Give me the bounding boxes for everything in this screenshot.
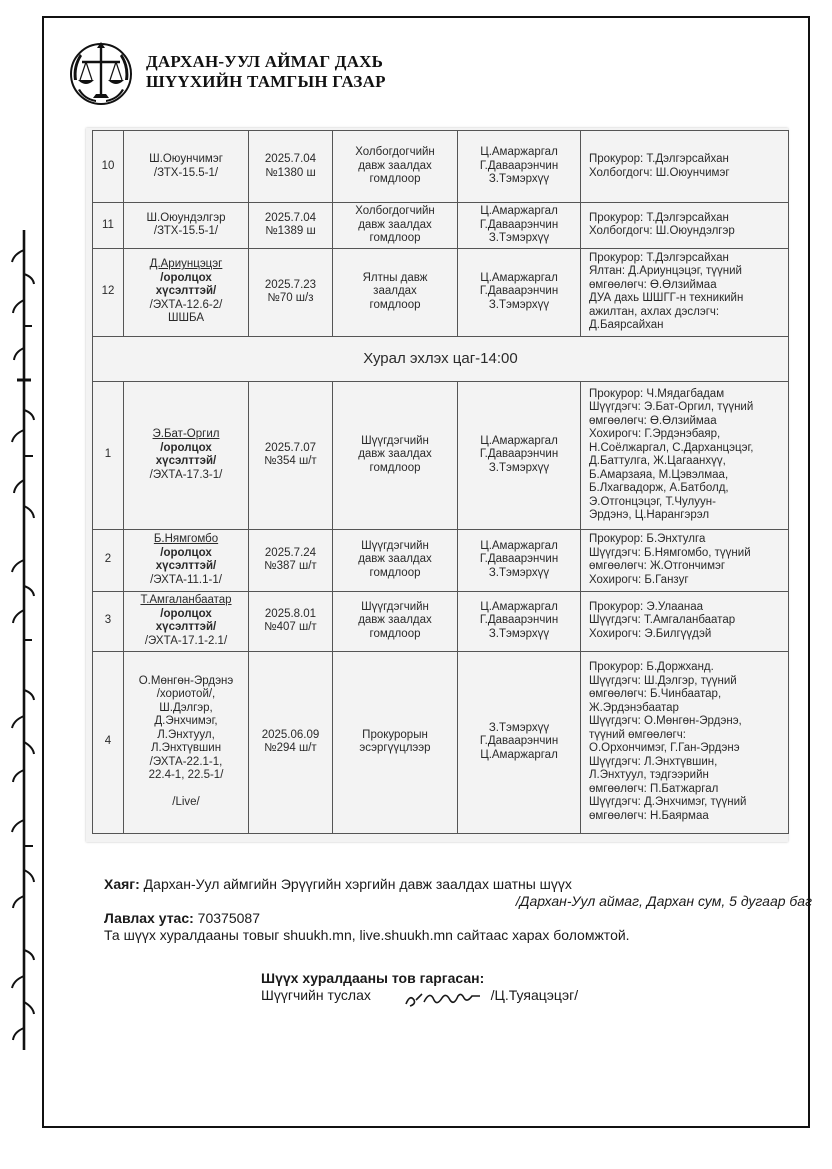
appeal-type-cell-line: Шүүгдэгчийн: [361, 600, 429, 613]
footer: [104, 876, 812, 944]
participants-cell-line: Ялтан: Д.Ариунцэцэг, түүний: [589, 265, 742, 277]
judges-cell-line: Ц.Амаржаргал: [480, 539, 558, 552]
party-cell: [124, 591, 249, 651]
party-cell-line: /хориотой/,: [156, 688, 216, 701]
appeal-type-cell-line: Шүүгдэгчийн: [361, 539, 429, 552]
appeal-type-cell-line: эсэргүүцлээр: [359, 742, 431, 754]
judges-cell-line: Ц.Амаржаргал: [480, 748, 558, 761]
judges-cell-line: З.Тэмэрхүү: [488, 566, 550, 579]
phone-label: Лавлах утас:: [104, 910, 194, 926]
judges-cell-line: Ц.Амаржаргал: [480, 271, 558, 284]
row-number: 1: [93, 381, 124, 529]
appeal-type-cell: [333, 203, 458, 249]
decision-date-cell: [249, 529, 333, 591]
party-cell-line: хүсэлттэй/: [155, 285, 217, 298]
signature-heading: Шүүх хуралдааны тов гаргасан:: [261, 970, 485, 986]
decision-date-cell-line: 2025.7.23: [264, 278, 317, 291]
participants-cell-line: Н.Соёлжаргал, С.Дарханцэцэг,: [589, 441, 754, 454]
row-number: 2: [93, 529, 124, 591]
decision-date-cell-line: 2025.7.04: [264, 153, 317, 165]
address-line: [104, 876, 808, 893]
table-row: [93, 381, 789, 529]
row-number: 3: [93, 591, 124, 651]
appeal-type-cell-line: давж заалдах: [358, 159, 432, 172]
appeal-type-cell-line: гомдлоор: [369, 298, 421, 311]
party-cell-line: Э.Бат-Оргил: [152, 428, 220, 440]
header-title: [146, 52, 386, 92]
participants-cell-line: Прокурор: Б.Доржханд.: [589, 661, 714, 673]
appeal-type-cell-line: давж заалдах: [358, 614, 432, 627]
decision-date-cell-line: №1389 ш: [265, 225, 316, 238]
participants-cell: [581, 203, 789, 249]
decision-date-cell: [249, 381, 333, 529]
appeal-type-cell-line: Шүүгдэгчийн: [361, 434, 429, 447]
party-cell-line: Л.Энхтуул,: [157, 728, 215, 741]
party-cell-line: /оролцох: [160, 546, 212, 559]
appeal-type-cell: [333, 381, 458, 529]
decision-date-cell: [249, 651, 333, 833]
judges-cell: [458, 381, 581, 529]
address-value: Дархан-Уул аймгийн Эрүүгийн хэргийн давж заалдах шатны шүүх: [139, 876, 572, 892]
handwritten-signature: [402, 986, 486, 1010]
participants-cell-line: Хохирогч: Э.Билгүүдэй: [589, 627, 712, 640]
judges-cell-line: З.Тэмэрхүү: [488, 461, 550, 474]
judges-cell-line: Г.Даваарэнчин: [479, 735, 559, 748]
appeal-type-cell: [333, 529, 458, 591]
judges-cell-line: Г.Даваарэнчин: [479, 553, 559, 566]
decision-date-cell-line: 2025.06.09: [261, 728, 320, 741]
table-row: [93, 591, 789, 651]
decision-date-cell-line: №387 ш/т: [264, 560, 317, 572]
participants-cell-line: Шүүгдэгч: Б.Нямгомбо, түүний: [589, 546, 751, 559]
judges-cell: [458, 203, 581, 249]
judges-cell-line: З.Тэмэрхүү: [488, 298, 550, 311]
participants-cell-line: өмгөөлөгч: Ж.Отгончимэг: [589, 560, 726, 572]
decision-date-cell: [249, 591, 333, 651]
participants-cell-line: ДУА дахь ШШГГ-н техникийн: [589, 292, 744, 304]
judges-cell-line: З.Тэмэрхүү: [488, 232, 550, 244]
participants-cell-line: өмгөөлөгч: Н.Баярмаа: [589, 809, 709, 822]
appeal-type-cell-line: Прокурорын: [362, 728, 428, 741]
appeal-type-cell-line: Холбогдогчийн: [355, 205, 435, 217]
appeal-type-cell-line: давж заалдах: [358, 448, 432, 461]
table-row: [93, 529, 789, 591]
appeal-type-cell-line: гомдлоор: [369, 627, 421, 640]
participants-cell-line: Прокурор: Б.Энхтулга: [589, 533, 706, 545]
court-emblem-icon: [66, 36, 136, 110]
judges-cell-line: Ц.Амаржаргал: [480, 205, 558, 217]
participants-cell-line: Шүүгдэгч: Л.Энхтүвшин,: [589, 755, 718, 768]
judges-cell: [458, 248, 581, 336]
session-start-row: [93, 336, 789, 381]
judges-cell: [458, 651, 581, 833]
phone-line: [104, 910, 808, 927]
judges-cell-line: З.Тэмэрхүү: [488, 173, 550, 186]
decision-date-cell: [249, 131, 333, 203]
participants-cell-line: Ж.Эрдэнэбаатар: [589, 701, 679, 714]
row-number: 10: [93, 131, 124, 203]
party-cell-line: Ш.Оюунчимэг: [149, 153, 223, 165]
judges-cell-line: Ц.Амаржаргал: [480, 600, 558, 613]
participants-cell-line: өмгөөлөгч: Б.Чинбаатар,: [589, 688, 722, 700]
session-start-label: Хурал эхлэх цаг-14:00: [93, 336, 789, 381]
party-cell-line: /ЗТХ-15.5-1/: [153, 225, 219, 238]
party-cell-line: /оролцох: [160, 441, 212, 454]
judges-cell: [458, 131, 581, 203]
mongolian-script-side-text: [8, 230, 38, 1050]
party-cell-line: /ЭХТА-22.1-1,: [149, 755, 223, 768]
party-cell-line: хүсэлттэй/: [155, 621, 217, 633]
participants-cell-line: Хохирогч: Г.Эрдэнэбаяр,: [589, 428, 721, 440]
appeal-type-cell-line: давж заалдах: [358, 218, 432, 231]
participants-cell: [581, 131, 789, 203]
table-row: [93, 651, 789, 833]
party-cell-line: Т.Амгаланбаатар: [140, 594, 232, 606]
table-row: [93, 248, 789, 336]
party-cell-line: Ш.Дэлгэр,: [159, 701, 213, 714]
participants-cell-line: Прокурор: Т.Дэлгэрсайхан: [589, 153, 729, 165]
participants-cell: [581, 248, 789, 336]
appeal-type-cell-line: Ялтны давж: [362, 271, 428, 284]
participants-cell: [581, 651, 789, 833]
participants-cell-line: Холбогдогч: Ш.Оюундэлгэр: [589, 225, 735, 238]
party-cell: [124, 131, 249, 203]
party-cell: [124, 203, 249, 249]
party-cell-line: ШШБА: [167, 312, 205, 325]
row-number: 4: [93, 651, 124, 833]
address-line2: /Дархан-Уул аймаг, Дархан сум, 5 дугаар баг: [515, 893, 812, 909]
table-body-after: [93, 381, 789, 833]
party-cell-line: /ЭХТА-11.1-1/: [150, 573, 222, 586]
judges-cell-line: Ц.Амаржаргал: [480, 434, 558, 447]
decision-date-cell-line: №354 ш/т: [264, 455, 317, 467]
table-row: [93, 203, 789, 249]
party-cell-line: /оролцох: [160, 271, 212, 284]
participants-cell-line: Шүүгдэгч: Д.Энхчимэг, түүний: [589, 796, 747, 808]
website-note: Та шүүх хуралдааны товыг shuukh.mn, live.shuukh.mn сайтаас харах боломжтой.: [104, 927, 630, 943]
participants-cell-line: Холбогдогч: Ш.Оюунчимэг: [589, 166, 730, 179]
judges-cell-line: Ц.Амаржаргал: [480, 146, 558, 159]
party-cell-line: Ш.Оюундэлгэр: [146, 211, 226, 224]
party-cell-line: 22.4-1, 22.5-1/: [148, 769, 224, 782]
decision-date-cell-line: №1380 ш: [265, 166, 316, 179]
participants-cell-line: түүний өмгөөлөгч:: [589, 728, 686, 741]
party-cell-line: /ЗТХ-15.5-1/: [153, 166, 219, 179]
participants-cell-line: О.Орхончимэг, Г.Ган-Эрдэнэ: [589, 742, 740, 754]
party-cell: [124, 651, 249, 833]
appeal-type-cell: [333, 591, 458, 651]
participants-cell-line: өмгөөлөгч: Ө.Өлзиймаа: [589, 278, 717, 291]
party-cell-line: [128, 783, 244, 796]
decision-date-cell-line: 2025.8.01: [264, 607, 317, 620]
participants-cell: [581, 381, 789, 529]
judges-cell: [458, 529, 581, 591]
decision-date-cell-line: №70 ш/з: [267, 292, 314, 304]
decision-date-cell-line: 2025.7.07: [264, 441, 317, 454]
party-cell-line: хүсэлттэй/: [155, 455, 217, 467]
header-title-line2: ШҮҮХИЙН ТАМГЫН ГАЗАР: [146, 72, 386, 91]
decision-date-cell-line: 2025.7.24: [264, 546, 317, 559]
party-cell: [124, 529, 249, 591]
appeal-type-cell: [333, 131, 458, 203]
party-cell: [124, 248, 249, 336]
participants-cell: [581, 591, 789, 651]
participants-cell-line: Шүүгдэгч: О.Мөнгөн-Эрдэнэ,: [589, 715, 742, 727]
appeal-type-cell-line: заалдах: [373, 285, 417, 298]
judges-cell-line: З.Тэмэрхүү: [488, 721, 550, 734]
appeal-type-cell: [333, 248, 458, 336]
appeal-type-cell-line: гомдлоор: [369, 173, 421, 186]
participants-cell-line: Эрдэнэ, Ц.Нарангэрэл: [589, 509, 710, 521]
participants-cell-line: өмгөөлөгч: П.Батжаргал: [589, 782, 719, 795]
decision-date-cell-line: 2025.7.04: [264, 211, 317, 224]
appeal-type-cell-line: Холбогдогчийн: [355, 146, 435, 159]
participants-cell-line: Б.Амарзаяа, М.Цэвэлмаа,: [589, 468, 729, 481]
party-cell-line: Б.Нямгомбо: [153, 533, 219, 545]
party-cell-line: /ЭХТА-12.6-2/: [149, 298, 223, 311]
decision-date-cell: [249, 248, 333, 336]
appeal-type-cell-line: гомдлоор: [369, 232, 421, 244]
judges-cell-line: Г.Даваарэнчин: [479, 448, 559, 461]
participants-cell-line: Л.Энхтуул, тэдгээрийн: [589, 769, 709, 781]
participants-cell-line: Прокурор: Ч.Мядагбадам: [589, 387, 725, 400]
table-body-before: [93, 131, 789, 337]
party-cell: [124, 381, 249, 529]
row-number: 11: [93, 203, 124, 249]
participants-cell-line: Д.Баттулга, Ж.Цагаанхүү,: [589, 455, 726, 467]
participants-cell-line: Хохирогч: Б.Ганзуг: [589, 573, 689, 586]
participants-cell-line: Б.Лхагвадорж, А.Батболд,: [589, 482, 729, 494]
table-body-session: [93, 336, 789, 381]
party-cell-line: Л.Энхтүвшин: [150, 742, 222, 755]
row-number: 12: [93, 248, 124, 336]
party-cell-line: /ЭХТА-17.1-2.1/: [144, 634, 228, 647]
party-cell-line: хүсэлттэй/: [155, 560, 217, 572]
header-title-line1: ДАРХАН-УУЛ АЙМАГ ДАХЬ: [146, 52, 384, 71]
participants-cell-line: Прокурор: Т.Дэлгэрсайхан: [589, 251, 729, 264]
party-cell-line: О.Мөнгөн-Эрдэнэ: [138, 674, 234, 687]
decision-date-cell-line: №294 ш/т: [264, 742, 317, 754]
participants-cell-line: Д.Баярсайхан: [589, 319, 664, 331]
appeal-type-cell-line: гомдлоор: [369, 461, 421, 474]
participants-cell-line: Шүүгдэгч: Т.Амгаланбаатар: [589, 614, 736, 627]
signature-role: Шүүгчийн туслах: [261, 987, 371, 1003]
party-cell-line: Д.Ариунцэцэг: [149, 258, 223, 271]
judges-cell: [458, 591, 581, 651]
participants-cell-line: Э.Отгонцэцэг, Т.Чулуун-: [589, 495, 716, 508]
signature-name: /Ц.Туяацэцэг/: [490, 987, 579, 1003]
judges-cell-line: З.Тэмэрхүү: [488, 627, 550, 640]
participants-cell-line: Прокурор: Э.Улаанаа: [589, 600, 704, 613]
party-cell-line: /Live/: [172, 795, 200, 808]
phone-value: 70375087: [193, 910, 260, 926]
table-row: [93, 131, 789, 203]
hearing-schedule-table: [92, 130, 789, 834]
appeal-type-cell-line: гомдлоор: [369, 566, 421, 579]
judges-cell-line: Г.Даваарэнчин: [479, 285, 559, 298]
judges-cell-line: Г.Даваарэнчин: [479, 159, 559, 172]
participants-cell-line: ажилтан, ахлах дэслэгч:: [589, 305, 720, 318]
appeal-type-cell-line: давж заалдах: [358, 553, 432, 566]
participants-cell-line: Шүүгдэгч: Э.Бат-Оргил, түүний: [589, 401, 754, 413]
judges-cell-line: Г.Даваарэнчин: [479, 218, 559, 231]
judges-cell-line: Г.Даваарэнчин: [479, 614, 559, 627]
participants-cell-line: өмгөөлөгч: Ө.Өлзиймаа: [589, 414, 717, 427]
address-label: Хаяг:: [104, 876, 140, 892]
participants-cell: [581, 529, 789, 591]
participants-cell-line: Прокурор: Т.Дэлгэрсайхан: [589, 211, 729, 224]
party-cell-line: /оролцох: [160, 607, 212, 620]
participants-cell-line: Шүүгдэгч: Ш.Дэлгэр, түүний: [589, 674, 737, 687]
decision-date-cell: [249, 203, 333, 249]
party-cell-line: /ЭХТА-17.3-1/: [149, 468, 223, 481]
party-cell-line: Д.Энхчимэг,: [154, 715, 218, 728]
decision-date-cell-line: №407 ш/т: [264, 621, 317, 633]
appeal-type-cell: [333, 651, 458, 833]
